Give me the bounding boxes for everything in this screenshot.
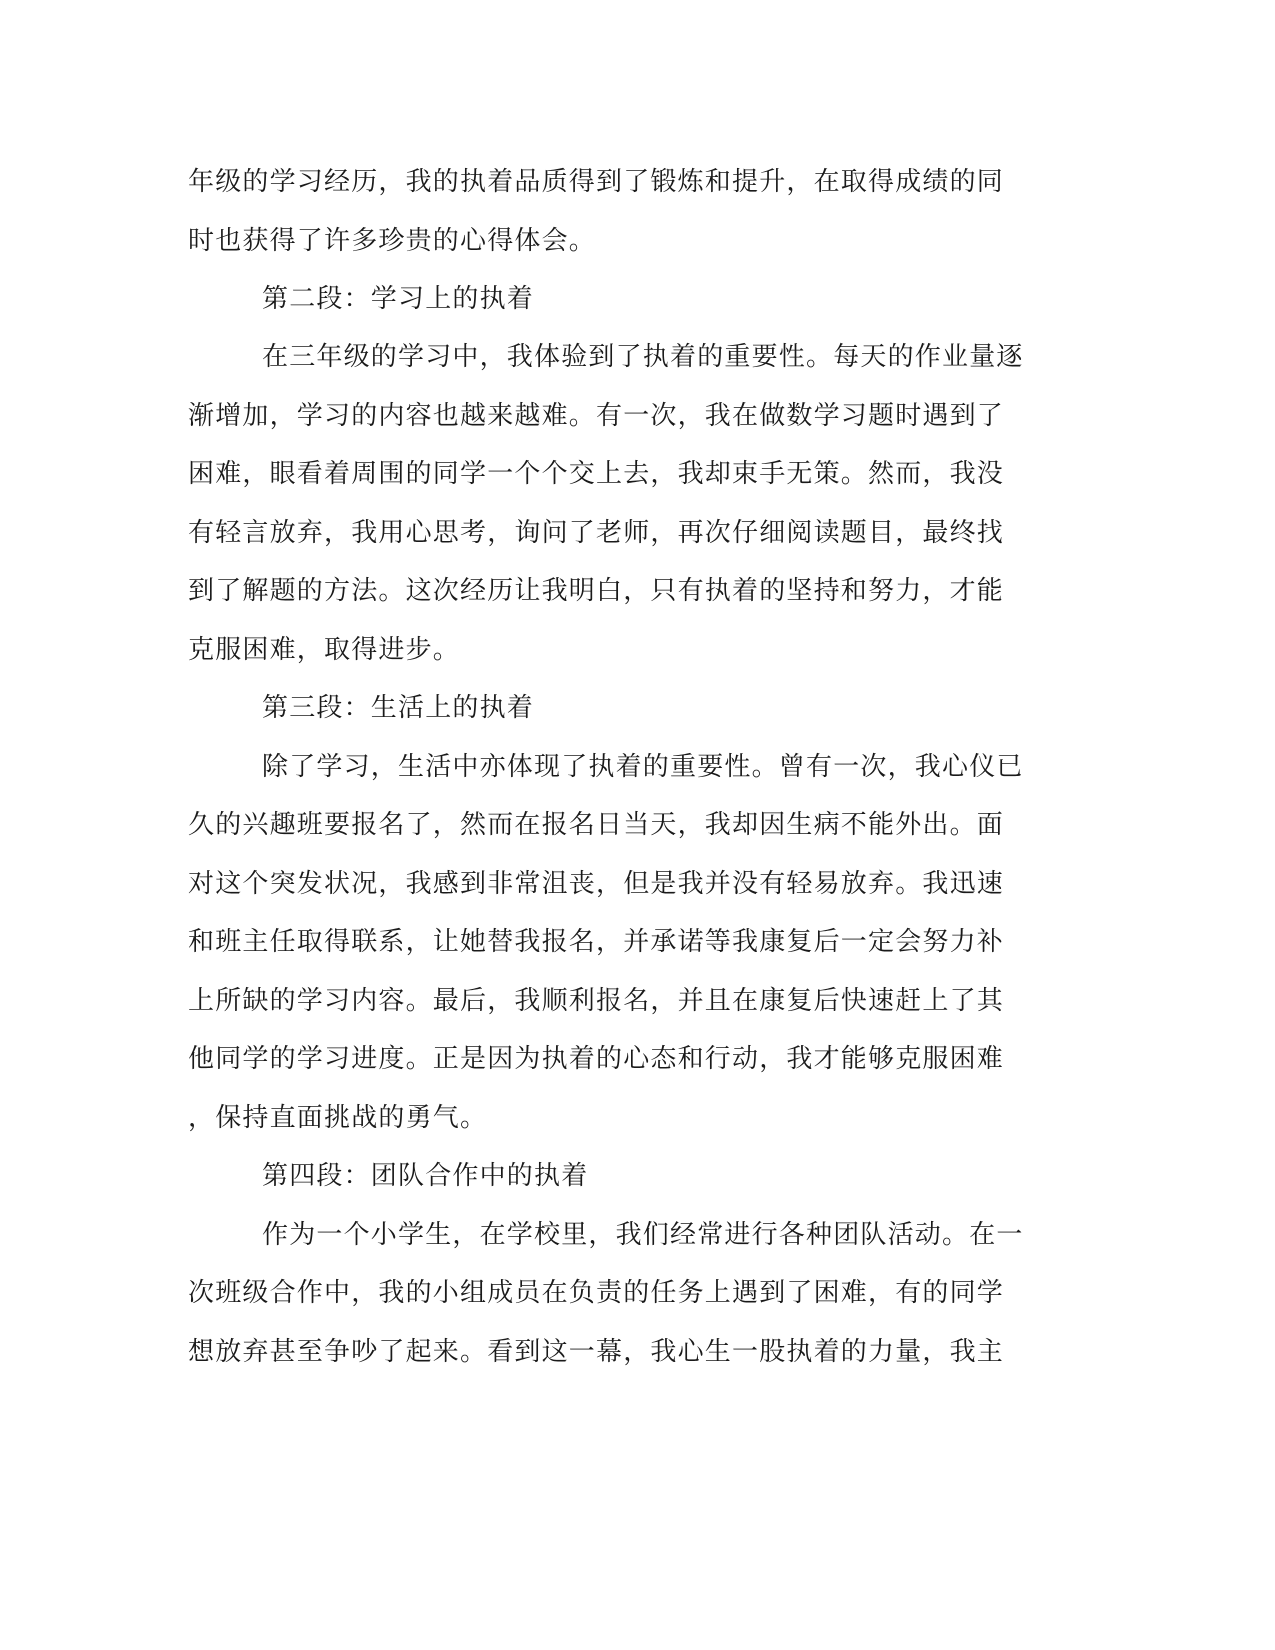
- text-line: 有轻言放弃，我用心思考，询问了老师，再次仔细阅读题目，最终找: [188, 518, 1005, 548]
- text-line: 时也获得了许多珍贵的心得体会。: [188, 226, 597, 256]
- section-heading: 第四段：团队合作中的执着: [262, 1161, 589, 1191]
- text-line: 克服困难，取得进步。: [188, 635, 461, 665]
- text-line: 次班级合作中，我的小组成员在负责的任务上遇到了困难，有的同学: [188, 1278, 1005, 1308]
- text-line: ，保持直面挑战的勇气。: [188, 1103, 488, 1133]
- text-line: 他同学的学习进度。正是因为执着的心态和行动，我才能够克服困难: [188, 1044, 1005, 1074]
- section-heading: 第三段：生活上的执着: [262, 693, 535, 723]
- section-heading: 第二段：学习上的执着: [262, 284, 535, 314]
- text-line: 到了解题的方法。这次经历让我明白，只有执着的坚持和努力，才能: [188, 576, 1005, 606]
- text-line: 对这个突发状况，我感到非常沮丧，但是我并没有轻易放弃。我迅速: [188, 869, 1005, 899]
- text-line: 久的兴趣班要报名了，然而在报名日当天，我却因生病不能外出。面: [188, 810, 1005, 840]
- text-line: 困难，眼看着周围的同学一个个交上去，我却束手无策。然而，我没: [188, 459, 1005, 489]
- text-line: 年级的学习经历，我的执着品质得到了锻炼和提升，在取得成绩的同: [188, 167, 1005, 197]
- text-line: 渐增加，学习的内容也越来越难。有一次，我在做数学习题时遇到了: [188, 401, 1005, 431]
- text-line: 上所缺的学习内容。最后，我顺利报名，并且在康复后快速赶上了其: [188, 986, 1005, 1016]
- text-line: 在三年级的学习中，我体验到了执着的重要性。每天的作业量逐: [262, 342, 1024, 372]
- text-line: 作为一个小学生，在学校里，我们经常进行各种团队活动。在一: [262, 1220, 1024, 1250]
- text-line: 和班主任取得联系，让她替我报名，并承诺等我康复后一定会努力补: [188, 927, 1005, 957]
- text-line: 除了学习，生活中亦体现了执着的重要性。曾有一次，我心仪已: [262, 752, 1024, 782]
- text-line: 想放弃甚至争吵了起来。看到这一幕，我心生一股执着的力量，我主: [188, 1337, 1005, 1367]
